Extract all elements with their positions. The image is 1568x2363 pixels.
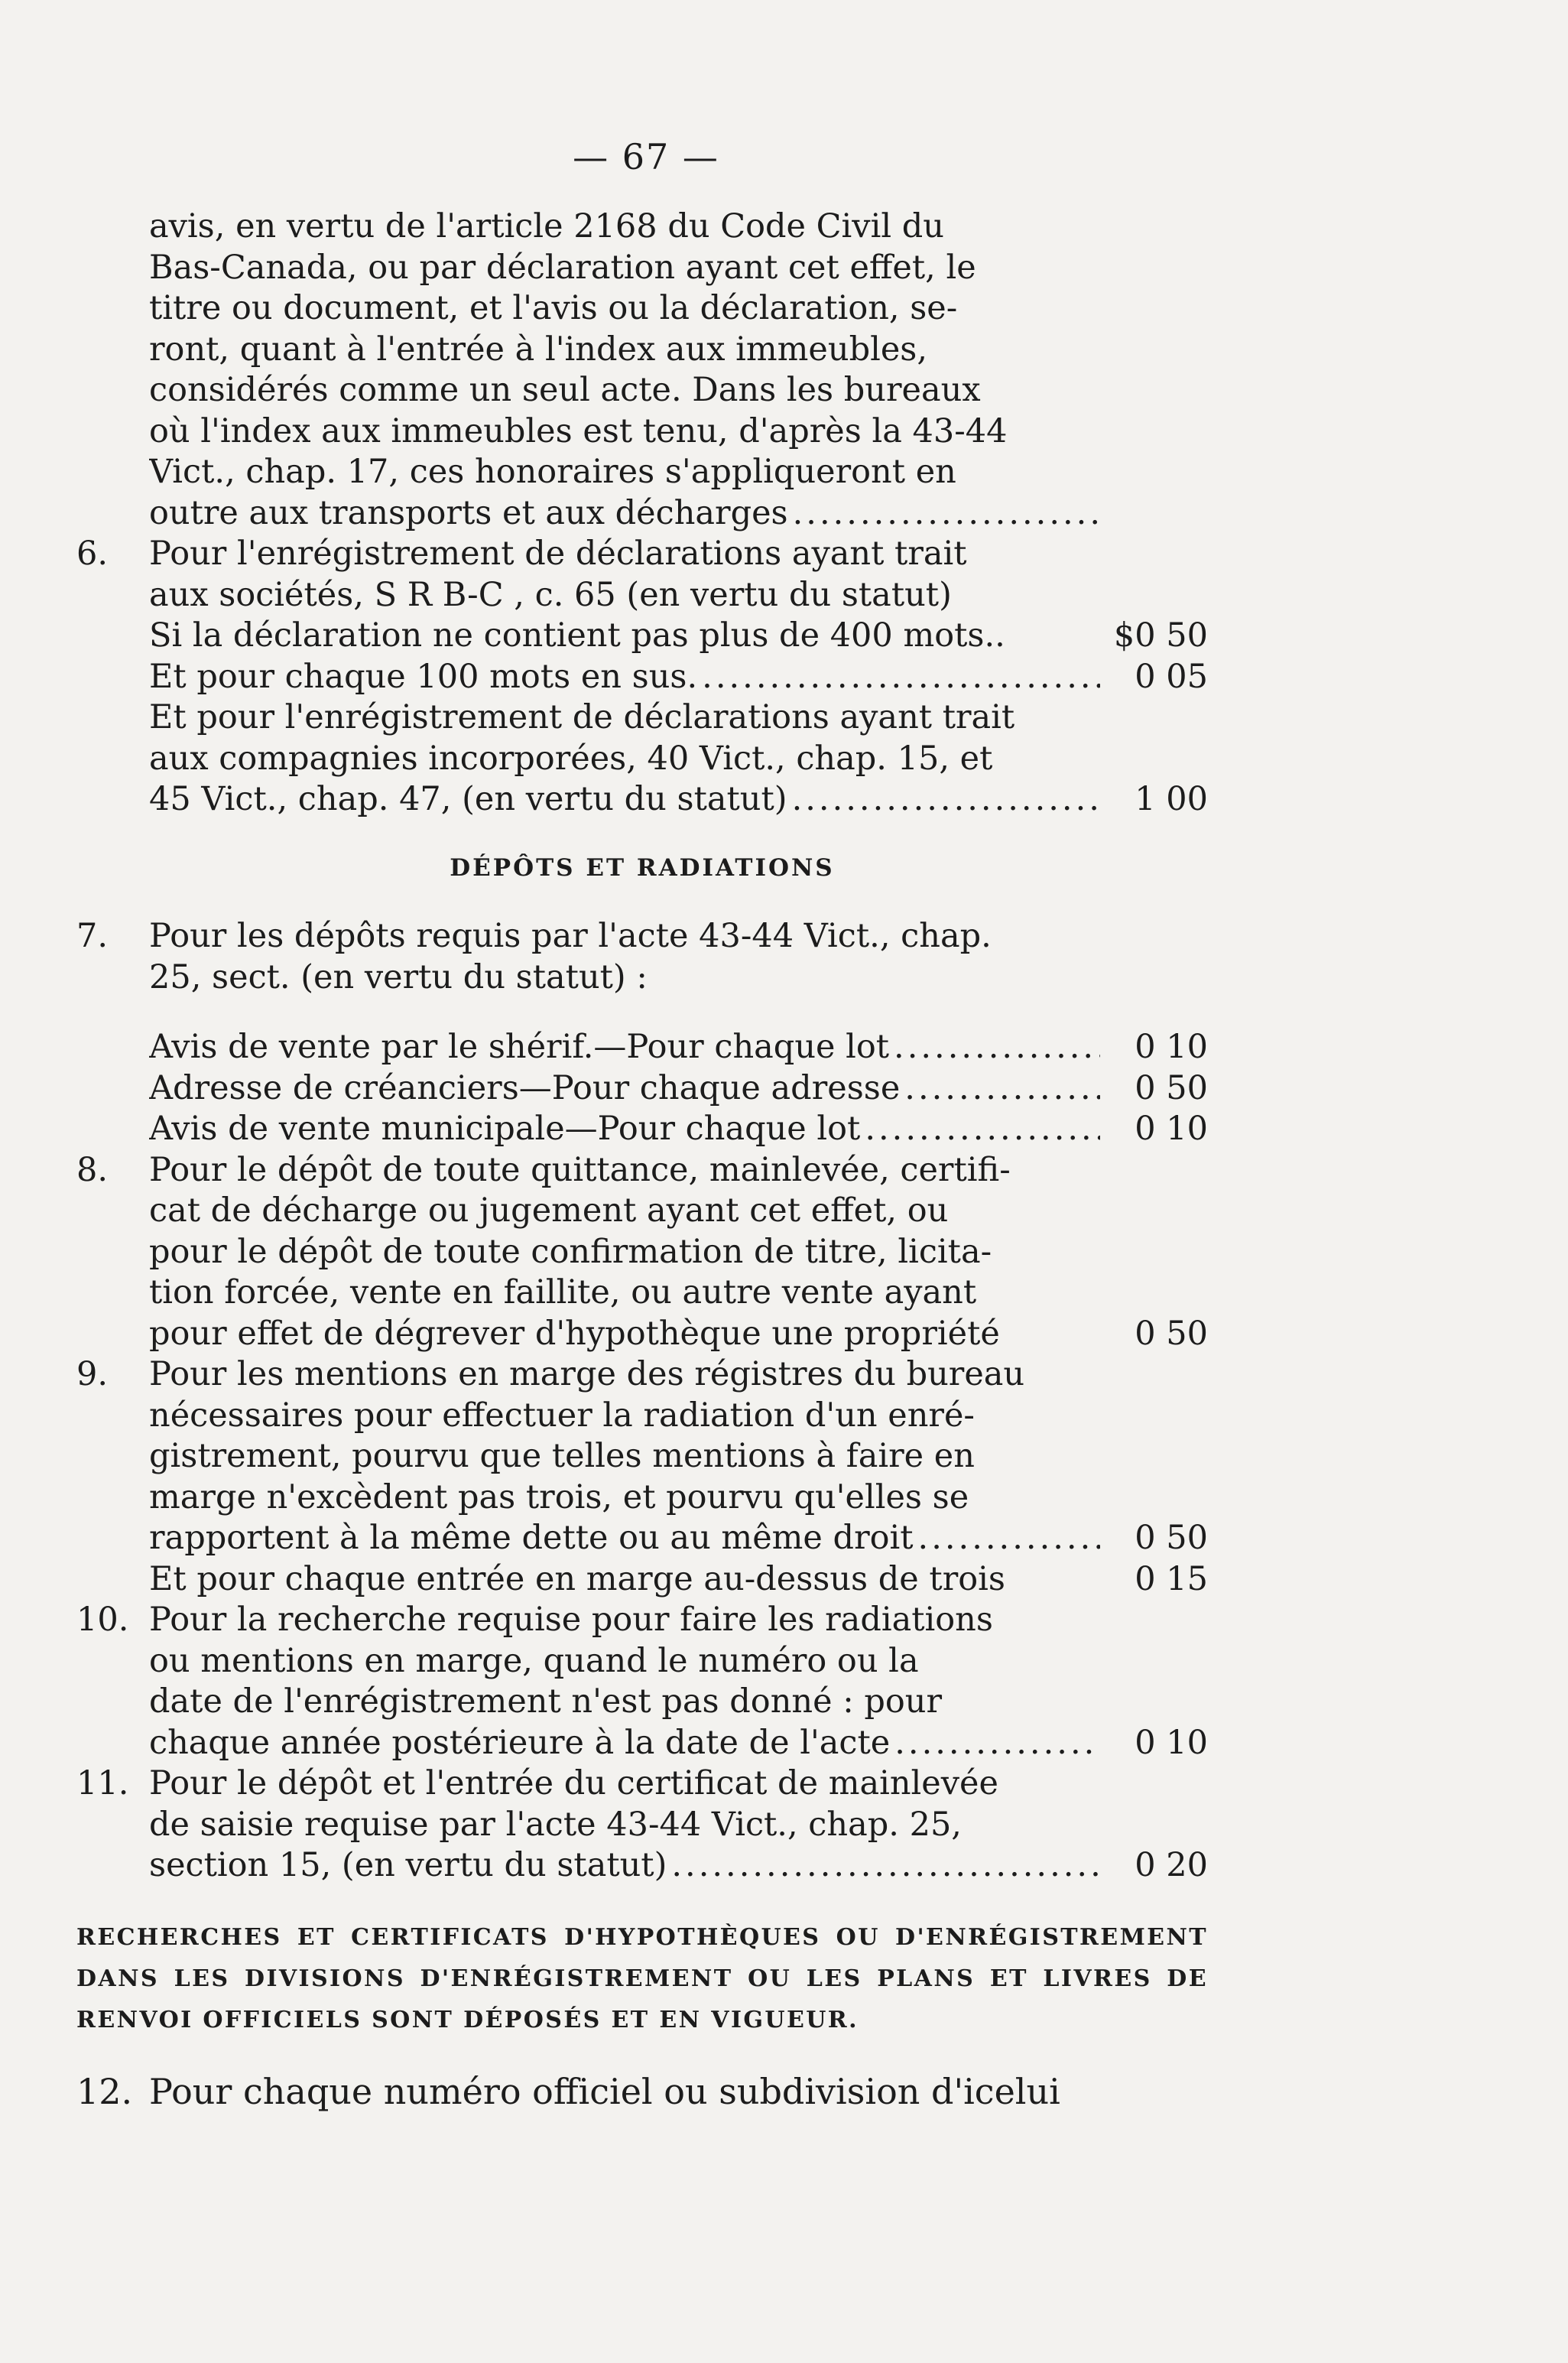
text-line [76, 916, 1208, 957]
line-text: avis, en vertu de l'article 2168 du Code Civil du [149, 207, 944, 245]
line-body [149, 288, 1105, 330]
text-line [76, 1232, 1208, 1273]
item-number: 11. [76, 1764, 129, 1802]
line-body [149, 1150, 1105, 1191]
dot-leader [702, 657, 1100, 698]
dot-leader [918, 1518, 1100, 1559]
text-line [76, 1763, 1208, 1805]
line-body [149, 1068, 1105, 1110]
dot-leader [792, 779, 1100, 821]
line-body [149, 1559, 1105, 1601]
text-line [76, 1723, 1208, 1764]
text-line [76, 370, 1208, 411]
line-text: gistrement, pourvu que telles mentions à faire en [149, 1437, 975, 1475]
page-number: — 67 — [573, 136, 719, 177]
text-line [76, 1109, 1208, 1150]
section-heading-recherches: RECHERCHES ET CERTIFICATS D'HYPOTHÈQUES OU D'ENRÉGISTREMENT DANS LES DIVISIONS D'ENRÉGISTREMENT OU LES PLANS ET LIVRES DE RENVOI OFFICIELS SONT DÉPOSÉS ET EN VIGUEUR. [76, 1923, 1208, 2033]
line-text: chaque année postérieure à la date de l'acte [149, 1723, 891, 1762]
line-body [149, 411, 1105, 453]
line-text: Adresse de créanciers—Pour chaque adresse [149, 1068, 901, 1107]
fee-amount: 0 15 [1135, 1559, 1208, 1598]
section-heading-depots: DÉPÔTS ET RADIATIONS [450, 853, 835, 882]
text-line [76, 616, 1208, 657]
fee-amount: 0 05 [1135, 657, 1208, 696]
text-line [76, 248, 1208, 289]
line-body [149, 493, 1105, 535]
line-text: marge n'excèdent pas trois, et pourvu qu'elles se [149, 1477, 969, 1516]
line-text: Pour les mentions en marge des régistres du bureau [149, 1355, 1025, 1393]
line-text: Et pour l'enrégistrement de déclarations ayant trait [149, 698, 1015, 736]
fee-amount: 0 10 [1135, 1723, 1208, 1762]
line-body [149, 248, 1105, 289]
text-line [76, 1068, 1208, 1110]
spacer [76, 998, 1208, 1027]
line-text: pour effet de dégrever d'hypothèque une propriété [149, 1314, 1000, 1353]
fee-amount: 0 50 [1135, 1519, 1208, 1557]
dot-leader [671, 1845, 1100, 1887]
line-body [149, 370, 1105, 411]
line-body [149, 1109, 1105, 1150]
line-body [149, 1641, 1105, 1682]
text-line [76, 206, 1208, 248]
line-text: Pour les dépôts requis par l'acte 43-44 Vict., chap. [149, 917, 992, 955]
line-text: 45 Vict., chap. 47, (en vertu du statut) [149, 780, 787, 818]
line-text: Avis de vente municipale—Pour chaque lot [149, 1110, 861, 1148]
line-body [149, 452, 1105, 493]
line-text: rapportent à la même dette ou au même droit [149, 1519, 914, 1557]
line-text: 25, sect. (en vertu du statut) : [149, 957, 648, 996]
line-body [149, 1845, 1105, 1887]
text-line [76, 1518, 1208, 1559]
text-line [76, 1600, 1208, 1641]
line-text: outre aux transports et aux décharges [149, 493, 788, 532]
line-body [149, 957, 1105, 999]
item-number: 7. [76, 917, 109, 955]
text-line [76, 1641, 1208, 1682]
line-text: considérés comme un seul acte. Dans les bureaux [149, 371, 981, 409]
line-body [149, 1232, 1105, 1273]
line-text: tion forcée, vente en faillite, ou autre vente ayant [149, 1273, 977, 1312]
line-text: aux sociétés, S R B-C , c. 65 (en vertu du statut) [149, 575, 952, 614]
line-body [149, 1027, 1105, 1068]
line-body [149, 1191, 1105, 1232]
line-text: Pour le dépôt de toute quittance, mainlevée, certifi- [149, 1150, 1011, 1189]
line-body [149, 1273, 1105, 1314]
line-body [149, 739, 1105, 780]
dot-leader [894, 1027, 1100, 1068]
text-line [76, 1354, 1208, 1396]
item-number: 12. [76, 2070, 133, 2112]
text-line [76, 1805, 1208, 1846]
line-text: aux compagnies incorporées, 40 Vict., chap. 15, et [149, 739, 993, 778]
text-line [76, 779, 1208, 821]
fee-amount: $0 50 [1113, 616, 1208, 655]
text-line [76, 411, 1208, 453]
line-text: titre ou document, et l'avis ou la déclaration, se- [149, 289, 958, 327]
line-body [149, 779, 1105, 821]
item-number: 6. [76, 535, 109, 573]
line-body [149, 1805, 1105, 1846]
fee-amount: 0 10 [1135, 1110, 1208, 1148]
line-body [149, 534, 1105, 575]
text-line [76, 657, 1208, 698]
dot-leader [904, 1068, 1100, 1110]
line-body [149, 575, 1105, 616]
line-text: Et pour chaque entrée en marge au-dessus de trois [149, 1559, 1005, 1598]
text-line [76, 1273, 1208, 1314]
item-number: 8. [76, 1150, 109, 1189]
text-line [76, 957, 1208, 999]
text-line [76, 493, 1208, 535]
fee-amount: 0 20 [1135, 1846, 1208, 1884]
line-body [149, 1396, 1105, 1437]
line-text: Avis de vente par le shérif.—Pour chaque lot [149, 1028, 890, 1066]
line-body [149, 1600, 1105, 1641]
text-line [76, 1396, 1208, 1437]
text-line [76, 1314, 1208, 1355]
line-body [149, 1682, 1105, 1723]
text-line [76, 1436, 1208, 1477]
line-text: Pour l'enrégistrement de déclarations ayant trait [149, 535, 967, 573]
item-number: 10. [76, 1601, 129, 1639]
line-body [149, 1436, 1105, 1477]
text-line [76, 288, 1208, 330]
line-body [149, 616, 1105, 657]
line-body [149, 1518, 1105, 1559]
text-line [76, 534, 1208, 575]
text-line [76, 452, 1208, 493]
line-text: de saisie requise par l'acte 43-44 Vict., chap. 25, [149, 1805, 962, 1844]
line-body [149, 1723, 1105, 1764]
text-line [76, 697, 1208, 739]
line-body [149, 916, 1105, 957]
text-line [76, 330, 1208, 371]
line-text: pour le dépôt de toute confirmation de titre, licita- [149, 1232, 992, 1271]
line-body [149, 1477, 1105, 1519]
line-text: Bas-Canada, ou par déclaration ayant cet effet, le [149, 248, 976, 287]
dot-leader [865, 1109, 1100, 1150]
line-body [149, 330, 1105, 371]
line-text: Et pour chaque 100 mots en sus. [149, 657, 698, 696]
line-body [149, 657, 1105, 698]
line-text: nécessaires pour effectuer la radiation d'un enré- [149, 1396, 975, 1435]
line-text: date de l'enrégistrement n'est pas donné : pour [149, 1682, 943, 1721]
line-text: ront, quant à l'entrée à l'index aux immeubles, [149, 330, 928, 369]
text-line [76, 575, 1208, 616]
fee-amount: 0 50 [1135, 1314, 1208, 1353]
line-text: Pour le dépôt et l'entrée du certificat de mainlevée [149, 1764, 998, 1802]
text-line [76, 1477, 1208, 1519]
line-text: section 15, (en vertu du statut) [149, 1846, 667, 1884]
dot-leader [894, 1723, 1100, 1764]
text-line [76, 739, 1208, 780]
text-line [76, 1027, 1208, 1068]
line-body [149, 206, 1105, 248]
line-text: ou mentions en marge, quand le numéro ou la [149, 1641, 919, 1680]
line-text: cat de décharge ou jugement ayant cet effet, ou [149, 1191, 949, 1230]
text-line [76, 1845, 1208, 1887]
text-line [76, 1191, 1208, 1232]
item-number: 9. [76, 1355, 109, 1393]
fee-amount: 0 50 [1135, 1068, 1208, 1107]
line-text: Pour la recherche requise pour faire les radiations [149, 1601, 993, 1639]
text-line [76, 2072, 1208, 2113]
line-text: où l'index aux immeubles est tenu, d'après la 43-44 [149, 411, 1008, 450]
line-body [149, 697, 1105, 739]
text-line [76, 1682, 1208, 1723]
line-text: Pour chaque numéro officiel ou subdivision d'icelui [149, 2070, 1060, 2112]
dot-leader [793, 493, 1100, 535]
fee-amount: 0 10 [1135, 1028, 1208, 1066]
text-line [76, 1559, 1208, 1601]
line-body [149, 1354, 1105, 1396]
tariff-text [76, 206, 1208, 2112]
line-text: Vict., chap. 17, ces honoraires s'appliqueront en [149, 453, 956, 491]
line-body [149, 1763, 1105, 1805]
text-line [76, 1150, 1208, 1191]
line-text: Si la déclaration ne contient pas plus de 400 mots.. [149, 616, 1005, 655]
fee-amount: 1 00 [1135, 780, 1208, 818]
line-body [149, 1314, 1105, 1355]
